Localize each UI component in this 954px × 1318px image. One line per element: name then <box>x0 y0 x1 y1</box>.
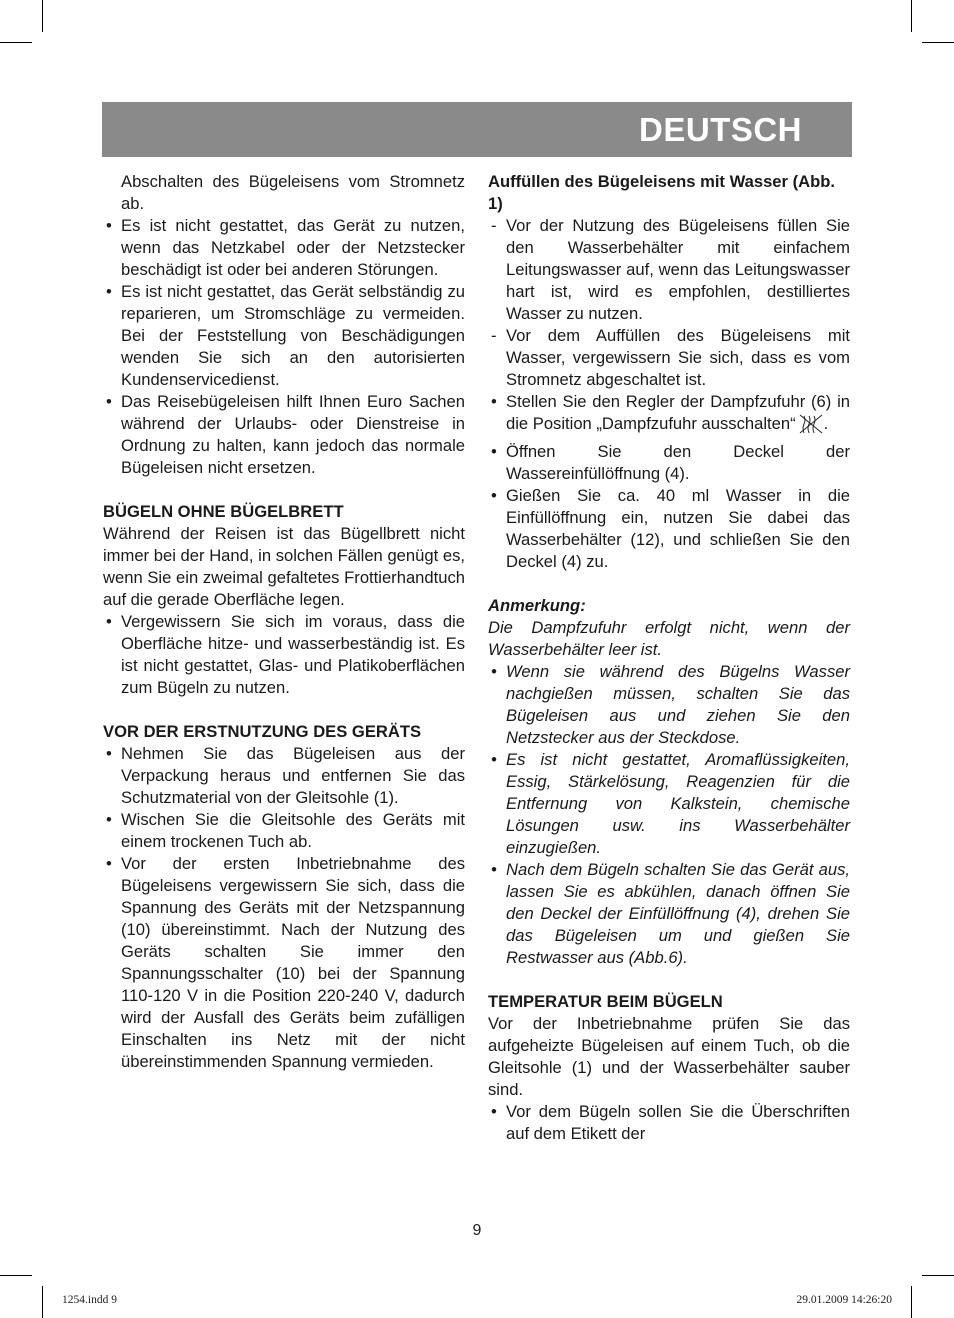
section-paragraph: Während der Reisen ist das Bügellbrett nicht immer bei der Hand, in solchen Fällen genügt es, wenn Sie ein zweimal gefaltetes Frottierhandtuch auf die gerade Oberfläche legen. <box>103 524 465 609</box>
list-item: • Vor dem Bügeln sollen Sie die Überschriften auf dem Etikett der <box>491 1102 850 1143</box>
list-item: • Wenn sie während des Bügelns Wasser nachgießen müssen, schalten Sie das Bügeleisen aus und ziehen Sie den Netzstecker aus der Steckdose. <box>491 662 850 747</box>
list-item: • Vergewissern Sie sich im voraus, dass die Oberfläche hitze- und wasserbeständig ist. Es ist nicht gestattet, Glas- und Platikoberflächen zum Bügeln zu nutzen. <box>106 612 465 697</box>
note-heading: Anmerkung: <box>488 596 586 615</box>
footer-file-info: 1254.indd 9 <box>62 1294 117 1306</box>
footer-timestamp: 29.01.2009 14:26:20 <box>796 1294 892 1306</box>
crop-mark <box>911 0 912 32</box>
list-item: • Öffnen Sie den Deckel der Wassereinfüllöffnung (4). <box>491 442 850 483</box>
list-item: - Vor dem Auffüllen des Bügeleisens mit Wasser, vergewissern Sie sich, dass es vom Stromnetz abgeschaltet ist. <box>491 326 850 389</box>
list-item: • Nehmen Sie das Bügeleisen aus der Verpackung heraus und entfernen Sie das Schutzmaterial von der Gleitsohle (1). <box>106 744 465 807</box>
crop-mark <box>911 1286 912 1318</box>
intro-continuation: Abschalten des Bügeleisens vom Stromnetz ab. <box>121 172 465 213</box>
list-item: • Nach dem Bügeln schalten Sie das Gerät aus, lassen Sie es abkühlen, danach öffnen Sie den Deckel der Einfüllöffnung (4), drehen Sie das Bügeleisen um und gießen Sie Restwasser aus (Abb.6). <box>491 860 850 967</box>
crop-mark <box>922 42 954 43</box>
crop-mark <box>0 1275 32 1276</box>
list-item: • Es ist nicht gestattet, Aromaflüssigkeiten, Essig, Stärkelösung, Reagenzien für die Entfernung von Kalkstein, chemische Lösungen usw. ins Wasserbehälter einzugießen. <box>491 750 850 857</box>
crop-mark <box>0 42 32 43</box>
list-item: • Gießen Sie ca. 40 ml Wasser in die Einfüllöffnung ein, nutzen Sie dabei das Wasserbehälter (12), und schließen Sie den Deckel (4) zu. <box>491 486 850 571</box>
list-item: • Das Reisebügeleisen hilft Ihnen Euro Sachen während der Urlaubs- oder Dienstreise in Ordnung zu halten, kann jedoch das normale Bügeleisen nicht ersetzen. <box>106 392 465 477</box>
right-column <box>488 171 850 1145</box>
list-item: • Wischen Sie die Gleitsohle des Geräts mit einem trockenen Tuch ab. <box>106 810 465 851</box>
list-item: - Vor der Nutzung des Bügeleisens füllen Sie den Wasserbehälter mit einfachem Leitungswasser auf, wenn das Leitungswasser hart ist, wird es empfohlen, destilliertes Wasser zu nutzen. <box>491 216 850 323</box>
crop-mark <box>42 0 43 32</box>
crop-mark <box>42 1286 43 1318</box>
list-item: • Es ist nicht gestattet, das Gerät zu nutzen, wenn das Netzkabel oder der Netzstecker beschädigt ist oder bei anderen Störungen. <box>106 216 465 279</box>
note-paragraph: Die Dampfzufuhr erfolgt nicht, wenn der Wasserbehälter leer ist. <box>488 618 850 659</box>
list-item: • Vor der ersten Inbetriebnahme des Bügeleisens vergewissern Sie sich, dass die Spannung des Geräts mit der Netzspannung (10) übereinstimmt. Nach der Nutzung des Geräts schalten Sie immer den Spannungsschalter (10) bei der Spannung 110-120 V in die Position 220-240 V, dadurch wird der Ausfall des Geräts beim zufälligen Einschalten ins Netz mit der nicht übereinstimmenden Spannung vermieden. <box>106 854 465 1071</box>
language-title: DEUTSCH <box>638 111 802 148</box>
left-column <box>103 171 465 1073</box>
section-paragraph: Vor der Inbetriebnahme prüfen Sie das aufgeheizte Bügeleisen auf einem Tuch, ob die Gleitsohle (1) und der Wasserbehälter sauber sind. <box>488 1014 850 1099</box>
steam-off-icon <box>798 413 824 441</box>
section-heading: BÜGELN OHNE BÜGELBRETT <box>103 502 344 521</box>
language-header-bar <box>102 102 852 157</box>
section-heading: Auffüllen des Bügeleisens mit Wasser (Abb. 1) <box>488 172 835 213</box>
section-heading: VOR DER ERSTNUTZUNG DES GERÄTS <box>103 722 422 741</box>
page-number: 9 <box>472 1222 482 1239</box>
crop-mark <box>922 1275 954 1276</box>
list-item: • Es ist nicht gestattet, das Gerät selbständig zu reparieren, um Stromschläge zu vermeiden. Bei der Feststellung von Beschädigungen wenden Sie sich an den autorisierten Kundenservicedienst. <box>106 282 465 389</box>
list-item: • Stellen Sie den Regler der Dampfzufuhr (6) in die Position „Dampfzufuhr ausschalten“ . <box>488 391 850 441</box>
section-heading: TEMPERATUR BEIM BÜGELN <box>488 992 723 1011</box>
